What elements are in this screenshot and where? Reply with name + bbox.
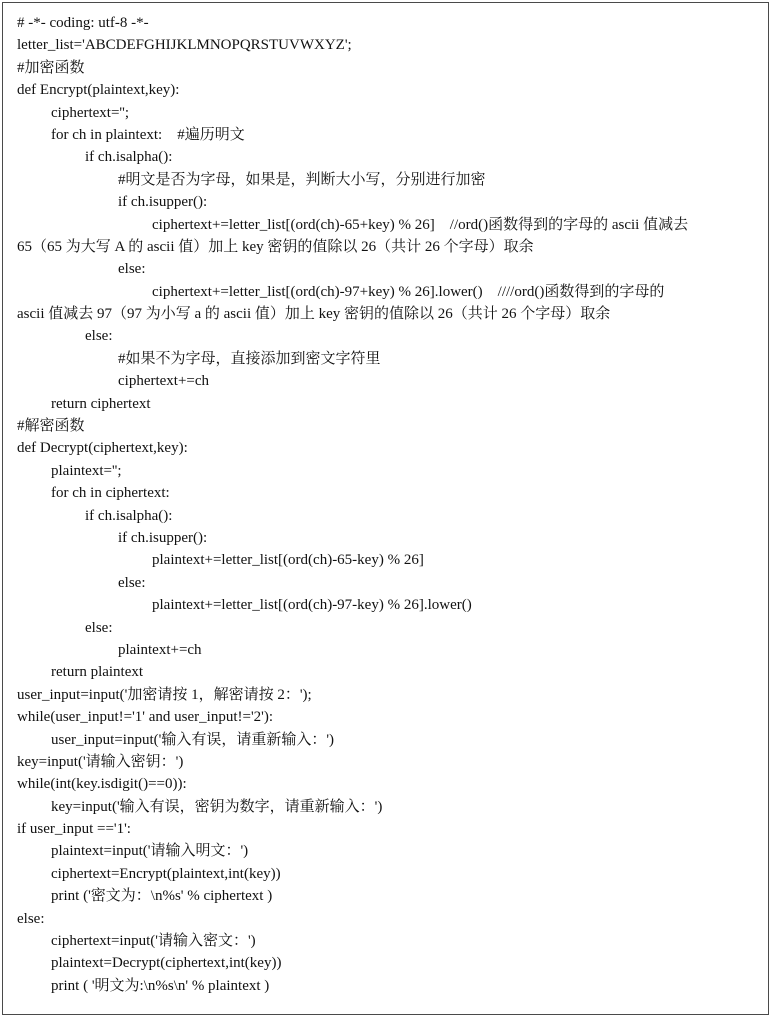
- code-line: else:: [118, 574, 146, 591]
- code-line: plaintext+=letter_list[(ord(ch)-97-key) % 26].lower(): [152, 597, 472, 614]
- code-line: user_input=input('加密请按 1，解密请按 2：');: [17, 686, 312, 703]
- code-line: print ('密文为：\n%s' % ciphertext ): [51, 888, 273, 905]
- code-line: plaintext='';: [51, 462, 122, 479]
- code-line: if ch.isalpha():: [85, 149, 173, 166]
- code-line: else:: [85, 619, 113, 636]
- code-line: return plaintext: [51, 664, 144, 681]
- code-line: ciphertext+=letter_list[(ord(ch)-65+key) % 26] //ord()函数得到的字母的 ascii 值减去: [152, 216, 689, 233]
- code-line: plaintext+=ch: [118, 641, 202, 658]
- code-line: def Encrypt(plaintext,key):: [17, 82, 180, 99]
- code-line: if ch.isupper():: [118, 194, 208, 211]
- code-line: plaintext=input('请输入明文：'): [51, 843, 249, 860]
- code-line: return ciphertext: [51, 395, 151, 412]
- code-line: plaintext+=letter_list[(ord(ch)-65-key) % 26]: [152, 552, 424, 569]
- code-line: if ch.isupper():: [118, 529, 208, 546]
- code-line: else:: [17, 910, 45, 927]
- code-line: while(user_input!='1' and user_input!='2'):: [17, 709, 274, 726]
- code-line: for ch in plaintext: #遍历明文: [51, 126, 245, 143]
- code-listing: [17, 12, 760, 997]
- code-line: ciphertext=Encrypt(plaintext,int(key)): [51, 865, 281, 882]
- code-line: #如果不为字母，直接添加到密文字符里: [118, 350, 381, 367]
- code-line: while(int(key.isdigit()==0)):: [17, 776, 187, 793]
- code-line: else:: [118, 261, 146, 278]
- code-line: ascii 值减去 97（97 为小写 a 的 ascii 值）加上 key 密钥的值除以 26（共计 26 个字母）取余: [17, 306, 611, 323]
- code-line: user_input=input('输入有误，请重新输入：'): [51, 731, 335, 748]
- code-line: for ch in ciphertext:: [51, 485, 170, 502]
- code-line: 65（65 为大写 A 的 ascii 值）加上 key 密钥的值除以 26（共计 26 个字母）取余: [17, 238, 534, 255]
- code-line: ciphertext+=ch: [118, 373, 210, 390]
- code-line: key=input('请输入密钥：'): [17, 753, 184, 770]
- code-line: letter_list='ABCDEFGHIJKLMNOPQRSTUVWXYZ';: [17, 37, 352, 54]
- code-line: plaintext=Decrypt(ciphertext,int(key)): [51, 955, 282, 972]
- code-line: # -*- coding: utf-8 -*-: [17, 15, 149, 31]
- code-line: ciphertext=input('请输入密文：'): [51, 933, 256, 950]
- code-line: def Decrypt(ciphertext,key):: [17, 440, 188, 457]
- code-line: #解密函数: [17, 418, 85, 435]
- code-line: key=input('输入有误，密钥为数字，请重新输入：'): [51, 798, 383, 815]
- code-line: #加密函数: [17, 59, 85, 76]
- code-line: if ch.isalpha():: [85, 507, 173, 524]
- code-line: ciphertext+=letter_list[(ord(ch)-97+key) % 26].lower() ////ord()函数得到的字母的: [152, 283, 665, 300]
- code-listing-frame: [2, 2, 769, 1015]
- code-line: #明文是否为字母，如果是，判断大小写，分别进行加密: [118, 171, 486, 188]
- code-line: else:: [85, 328, 113, 345]
- code-line: print ( '明文为:\n%s\n' % plaintext ): [51, 977, 270, 994]
- code-line: ciphertext='';: [51, 104, 130, 121]
- code-line: if user_input =='1':: [17, 821, 131, 838]
